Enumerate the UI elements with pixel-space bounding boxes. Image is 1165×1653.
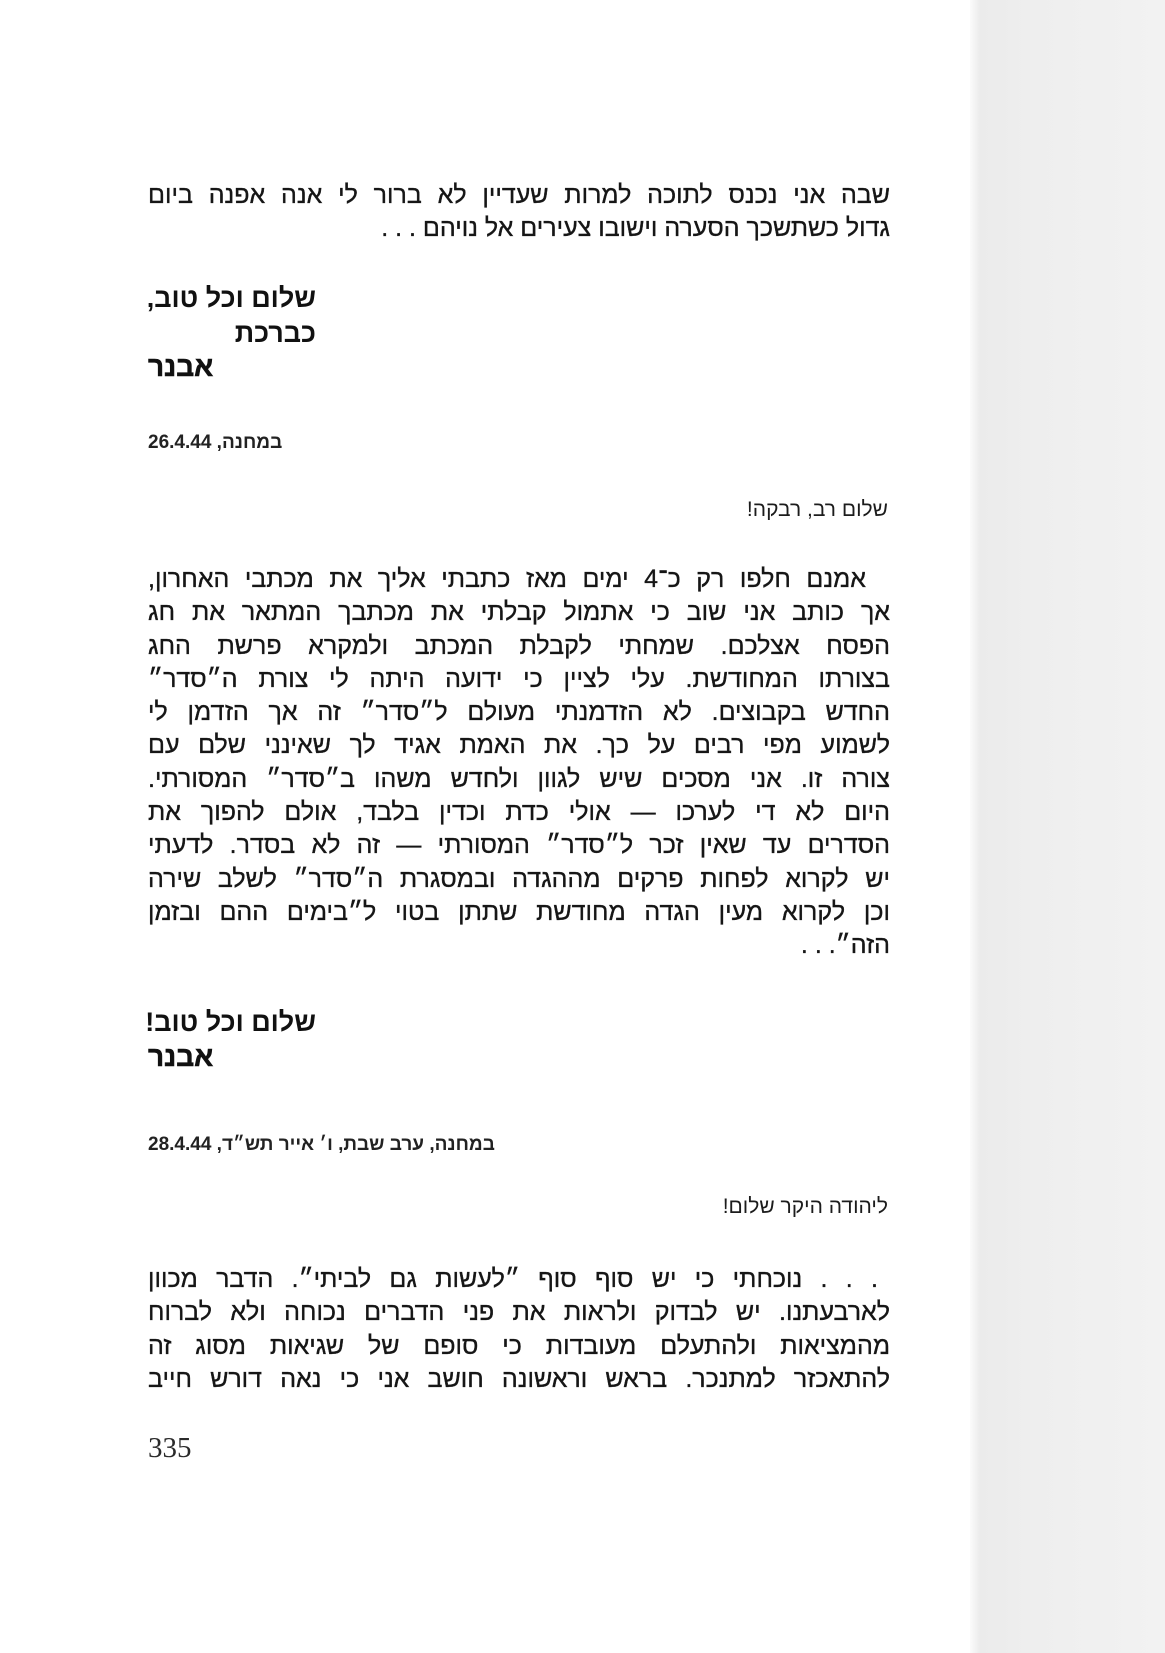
body-line: הזה״. . . [800, 931, 890, 960]
body-line: החדש בקבוצים. לא הזדמנתי מעולם ל״סדר״ זה אך הזדמן לי [148, 698, 890, 727]
letter-body [148, 1263, 890, 1396]
body-line: הסדרים עד שאין זכר ל״סדר״ המסורתי — זה לא בסדר. לדעתי [148, 831, 890, 860]
body-line: היום לא די לערכו — אולי כדת וכדין בלבד, אולם להפוך את [148, 798, 890, 827]
closing-greeting: שלום וכל טוב, [146, 283, 316, 313]
body-line: אמנם חלפו רק כ־4 ימים מאז כתבתי אליך את מכתבי האחרון, [148, 565, 866, 593]
closing-greeting: שלום וכל טוב! [145, 1007, 316, 1037]
letter-closing [145, 1005, 316, 1074]
body-line: צורה זו. אני מסכים שיש לגוון ולחדש משהו ב״סדר״ המסורתי. [148, 764, 890, 793]
body-line: מהמציאות ולהתעלם מעובדות כי סופם של שגיאות מסוג זה [148, 1331, 890, 1360]
letter-place-date: במחנה, 26.4.44 [148, 432, 283, 453]
body-line: בצורתו המחודשת. עלי לציין כי ידועה היתה לי צורת ה״סדר״ [148, 664, 890, 693]
page-number: 335 [148, 1432, 192, 1464]
body-line: יש לקרוא לפחות פרקים מההגדה ובמסגרת ה״סדר״ לשלב שירה [148, 864, 890, 893]
continuation-closing [148, 281, 316, 385]
letter-salutation: שלום רב, רבקה! [746, 498, 888, 521]
body-line: אך כותב אני שוב כי אתמול קבלתי את מכתבך המתאר את חג [148, 598, 890, 627]
closing-blessing: כברכת [234, 317, 316, 348]
signature: אבנר [148, 1040, 214, 1072]
body-line: להתאכזר למתנכר. בראש וראשונה חושב אני כי נאה דורש חייב [148, 1364, 890, 1393]
body-line: וכן לקרוא מעין הגדה מחודשת שתתן בטוי ל״בימים ההם ובזמן [148, 897, 890, 926]
letter-salutation: ליהודה היקר שלום! [722, 1195, 888, 1218]
signature: אבנר [148, 351, 214, 382]
body-line: שבה אני נכנס לתוכה למרות שעדיין לא ברור לי אנה אפנה ביום [148, 181, 890, 209]
letter-place-date: במחנה, ערב שבת, ו׳ אייר תש״ד, 28.4.44 [148, 1134, 495, 1155]
body-line: גדול כשתשכך הסערה וישובו צעירים אל נויהם . . . [381, 214, 890, 243]
body-line: הפסח אצלכם. שמחתי לקבלת המכתב ולמקרא פרשת החג [148, 631, 890, 660]
letter-body [148, 563, 890, 963]
continuation-paragraph [148, 179, 890, 246]
body-line: לארבעתנו. יש לבדוק ולראות את פני הדברים נכוחה ולא לברוח [148, 1298, 890, 1327]
body-line: לשמוע מפי רבים על כך. את האמת אגיד לך שאינני שלם עם [148, 731, 890, 760]
scan-page-edge-shadow [970, 0, 1165, 1653]
body-line: . . . נוכחתי כי יש סוף סוף ״לעשות גם לביתי״. הדבר מכוון [148, 1265, 878, 1293]
